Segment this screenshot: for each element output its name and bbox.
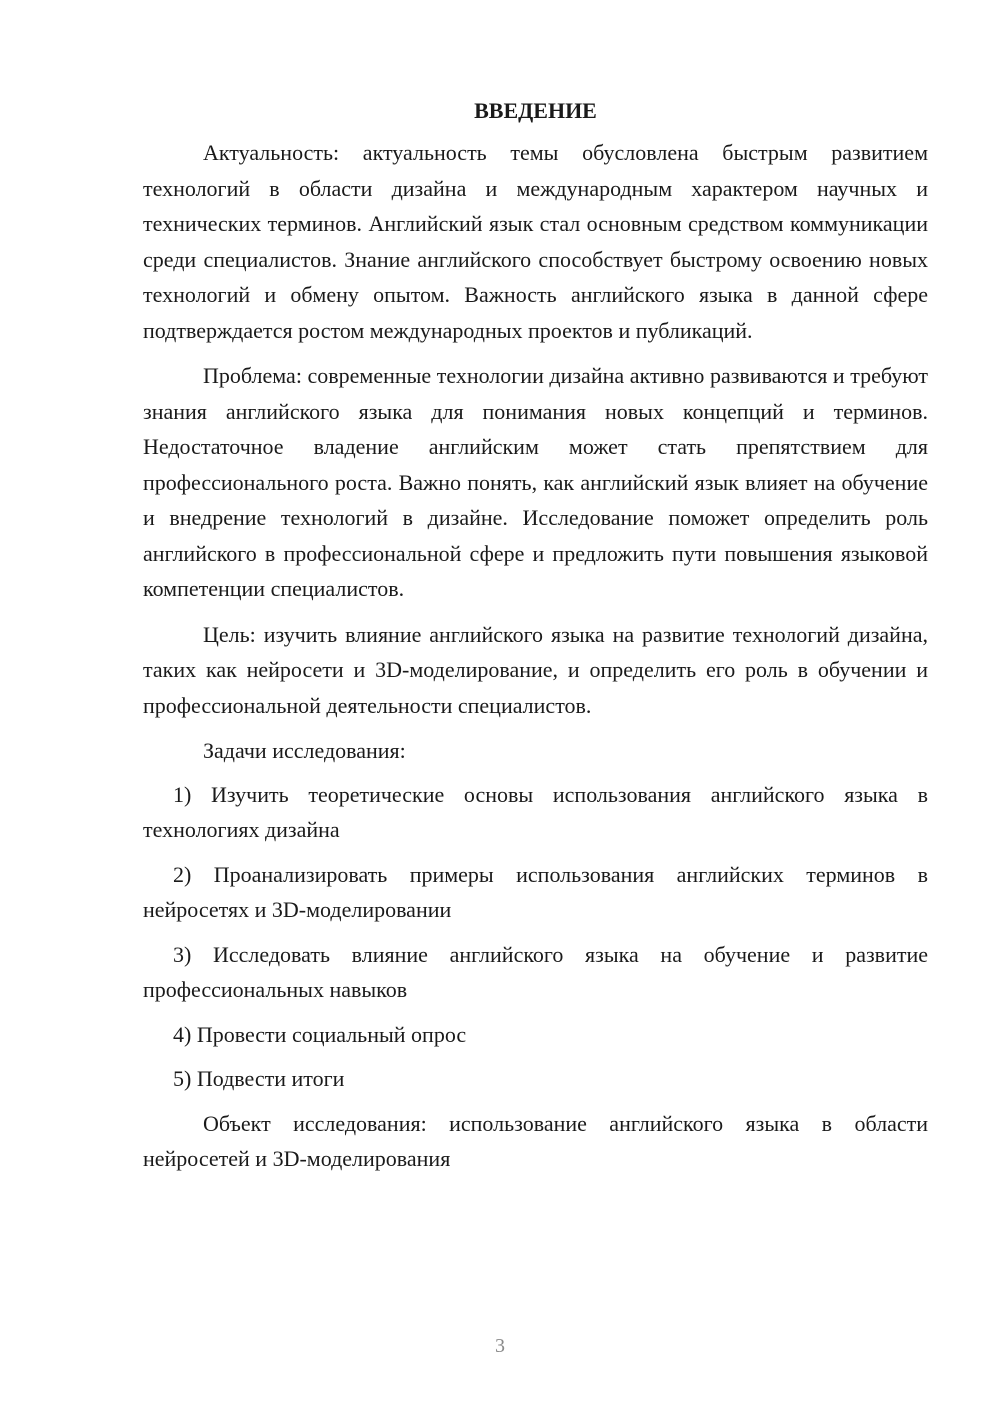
list-item: 2) Проанализировать примеры использования английских терминов в нейросетях и 3D-моделировании bbox=[143, 861, 928, 922]
paragraph-problem: Проблема: современные технологии дизайна активно развиваются и требуют знания английского языка для понимания новых концепций и терминов. Недостаточное владение английским может стать препятствием для профессионального роста. Важно понять, как английский язык влияет на обучение и внедрение технологий в дизайне. Исследование поможет определить роль английского в профессиональной сфере и предложить пути повышения языковой компетенции специалистов. bbox=[143, 363, 928, 601]
paragraph-object: Объект исследования: использование английского языка в области нейросетей и 3D-моделирования bbox=[143, 1110, 928, 1171]
list-item: 1) Изучить теоретические основы использования английского языка в технологиях дизайна bbox=[143, 781, 928, 842]
tasks-heading: Задачи исследования: bbox=[203, 738, 406, 763]
list-item: 3) Исследовать влияние английского языка на обучение и развитие профессиональных навыков bbox=[143, 941, 928, 1002]
paragraph-goal: Цель: изучить влияние английского языка на развитие технологий дизайна, таких как нейросети и 3D-моделирование, и определить его роль в обучении и профессиональной деятельности специалистов. bbox=[143, 621, 928, 718]
page-title: ВВЕДЕНИЕ bbox=[474, 98, 597, 123]
list-item: 5) Подвести итоги bbox=[173, 1066, 345, 1091]
list-item: 4) Провести социальный опрос bbox=[173, 1021, 467, 1047]
tasks-list bbox=[143, 777, 928, 1097]
document-page bbox=[143, 95, 928, 1187]
page-number: 3 bbox=[495, 1335, 505, 1357]
paragraph-relevance: Актуальность: актуальность темы обусловлена быстрым развитием технологий в области дизайна и международным характером научных и технических терминов. Английский язык стал основным средством коммуникации среди специалистов. Знание английского способствует быстрому освоению новых технологий и обмену опытом. Важность английского языка в данной сфере подтверждается ростом международных проектов и публикаций. bbox=[143, 140, 928, 343]
